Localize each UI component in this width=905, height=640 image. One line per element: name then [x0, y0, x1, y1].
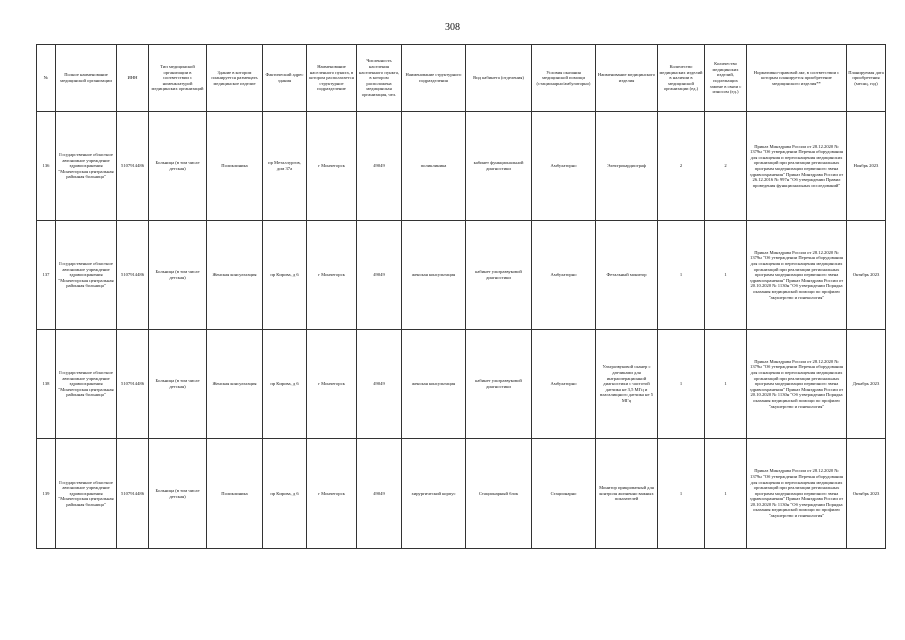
organization-type: Больница (в том числе детская)	[149, 439, 207, 549]
locality: г Мончегорск	[307, 439, 357, 549]
structural-unit: поликлиника	[402, 112, 466, 221]
organization-name: Государственное областное автономное учреждение здравоохранения "Мончегорская центральная районная больница"	[56, 330, 117, 439]
device-name: Фетальный монитор	[596, 221, 658, 330]
table-row	[37, 112, 886, 221]
care-conditions: Стационарно	[532, 439, 596, 549]
column-header: ИНН	[117, 45, 149, 112]
inn: 5107914486	[117, 330, 149, 439]
quantity-available: 1	[658, 439, 705, 549]
address: пр Кирова, д 6	[263, 221, 307, 330]
column-header: Здание в котором планируется размещать медицинское изделие	[207, 45, 263, 112]
column-header: Наименование медицинского изделия	[596, 45, 658, 112]
cabinet-type: Стационарный блок	[466, 439, 532, 549]
row-number: 138	[37, 330, 56, 439]
legal-act: Приказ Минздрава России от 28.12.2020 № 1379н "Об утверждении Перечня оборудования для оснащения и переоснащения медицинских организаций при реализации региональных программ модернизации первичного звена здравоохранения" Приказ Минздрава России от 20.10.2020 № 1130н "Об утверждении Порядка оказания медицинской помощи по профилю "акушерство и гинекология"	[747, 439, 847, 549]
care-conditions: Амбулаторно	[532, 221, 596, 330]
equipment-table	[36, 44, 886, 549]
table-row	[37, 221, 886, 330]
quantity-available: 2	[658, 112, 705, 221]
quantity-available: 1	[658, 221, 705, 330]
device-name: Ультразвуковой сканер с датчиками для интраоперационной диагностики с частотой датчика не 3,5 МГц и влагалищного датчика не 5 МГц	[596, 330, 658, 439]
purchase-date: Декабрь 2023	[847, 330, 886, 439]
quantity-to-replace: 1	[705, 330, 747, 439]
address: пр Кирова, д 6	[263, 330, 307, 439]
address: пр Кирова, д 6	[263, 439, 307, 549]
structural-unit: женская консультация	[402, 330, 466, 439]
table-header-row	[37, 45, 886, 112]
building: Поликлиника	[207, 112, 263, 221]
column-header: Количество медицинских изделий, подлежащих замене в связи с износом (ед.)	[705, 45, 747, 112]
inn: 5107914486	[117, 112, 149, 221]
legal-act: Приказ Минздрава России от 28.12.2020 № 1379н "Об утверждении Перечня оборудования для оснащения и переоснащения медицинских организаций при реализации региональных программ модернизации первичного звена здравоохранения" Приказ Минздрава России от 20.10.2020 № 1130н "Об утверждении Порядка оказания медицинской помощи по профилю "акушерство и гинекология"	[747, 221, 847, 330]
column-header: Тип медицинской организации в соответствии с номенклатурой медицинских организаций	[149, 45, 207, 112]
cabinet-type: кабинет ультразвуковой диагностики	[466, 330, 532, 439]
column-header: Наименование населенного пункта, в котором располагается структурное подразделение	[307, 45, 357, 112]
structural-unit: хирургический корпус	[402, 439, 466, 549]
organization-type: Больница (в том числе детская)	[149, 221, 207, 330]
quantity-to-replace: 1	[705, 439, 747, 549]
column-header: Условия оказания медицинской помощи (стационарно/амбулаторно)	[532, 45, 596, 112]
care-conditions: Амбулаторно	[532, 112, 596, 221]
column-header: Полное наименование медицинской организации	[56, 45, 117, 112]
column-header: Фактический адрес здания	[263, 45, 307, 112]
organization-type: Больница (в том числе детская)	[149, 330, 207, 439]
locality: г Мончегорск	[307, 330, 357, 439]
column-header: Планируемая дата приобретения (месяц, год)	[847, 45, 886, 112]
column-header: Количество медицинских изделий в наличии в медицинской организации (ед.)	[658, 45, 705, 112]
row-number: 139	[37, 439, 56, 549]
row-number: 136	[37, 112, 56, 221]
organization-type: Больница (в том числе детская)	[149, 112, 207, 221]
device-name: Электрокардиограф	[596, 112, 658, 221]
table-row	[37, 439, 886, 549]
population: 49049	[357, 330, 402, 439]
cabinet-type: кабинет функциональной диагностики	[466, 112, 532, 221]
organization-name: Государственное областное автономное учреждение здравоохранения "Мончегорская центральная районная больница"	[56, 439, 117, 549]
device-name: Монитор прикроватный для контроля жизненно важных показателей	[596, 439, 658, 549]
legal-act: Приказ Минздрава России от 28.12.2020 № 1379н "Об утверждении Перечня оборудования для оснащения и переоснащения медицинских организаций при реализации региональных программ модернизации первичного звена здравоохранения" Приказ Минздрава России от 26.12.2016 № 997н "Об утверждении Правил проведения функциональных исследований"	[747, 112, 847, 221]
quantity-to-replace: 1	[705, 221, 747, 330]
quantity-to-replace: 2	[705, 112, 747, 221]
cabinet-type: кабинет ультразвуковой диагностики	[466, 221, 532, 330]
organization-name: Государственное областное автономное учреждение здравоохранения "Мончегорская центральная районная больница"	[56, 221, 117, 330]
structural-unit: женская консультация	[402, 221, 466, 330]
building: Женская консультация	[207, 221, 263, 330]
purchase-date: Ноябрь 2023	[847, 112, 886, 221]
inn: 5107914486	[117, 221, 149, 330]
building: Поликлиника	[207, 439, 263, 549]
column-header: Численность населения населенного пункта, в котором расположена медицинская организация, чел.	[357, 45, 402, 112]
locality: г Мончегорск	[307, 221, 357, 330]
column-header: №	[37, 45, 56, 112]
building: Женская консультация	[207, 330, 263, 439]
table-row	[37, 330, 886, 439]
care-conditions: Амбулаторно	[532, 330, 596, 439]
column-header: Нормативно-правовой акт, в соответствии с которым планируется приобретение медицинского изделия**	[747, 45, 847, 112]
column-header: Вид кабинета (отделения)	[466, 45, 532, 112]
population: 49049	[357, 112, 402, 221]
purchase-date: Октябрь 2023	[847, 439, 886, 549]
locality: г Мончегорск	[307, 112, 357, 221]
purchase-date: Октябрь 2023	[847, 221, 886, 330]
organization-name: Государственное областное автономное учреждение здравоохранения "Мончегорская центральная районная больница"	[56, 112, 117, 221]
column-header: Наименование структурного подразделения	[402, 45, 466, 112]
row-number: 137	[37, 221, 56, 330]
page-number: 308	[445, 22, 460, 33]
quantity-available: 1	[658, 330, 705, 439]
inn: 5107914486	[117, 439, 149, 549]
population: 49049	[357, 221, 402, 330]
legal-act: Приказ Минздрава России от 28.12.2020 № 1379н "Об утверждении Перечня оборудования для оснащения и переоснащения медицинских организаций при реализации региональных программ модернизации первичного звена здравоохранения" Приказ Минздрава России от 20.10.2020 № 1130н "Об утверждении Порядка оказания медицинской помощи по профилю "акушерство и гинекология"	[747, 330, 847, 439]
address: пр Металлургов, дом 37а	[263, 112, 307, 221]
population: 49049	[357, 439, 402, 549]
